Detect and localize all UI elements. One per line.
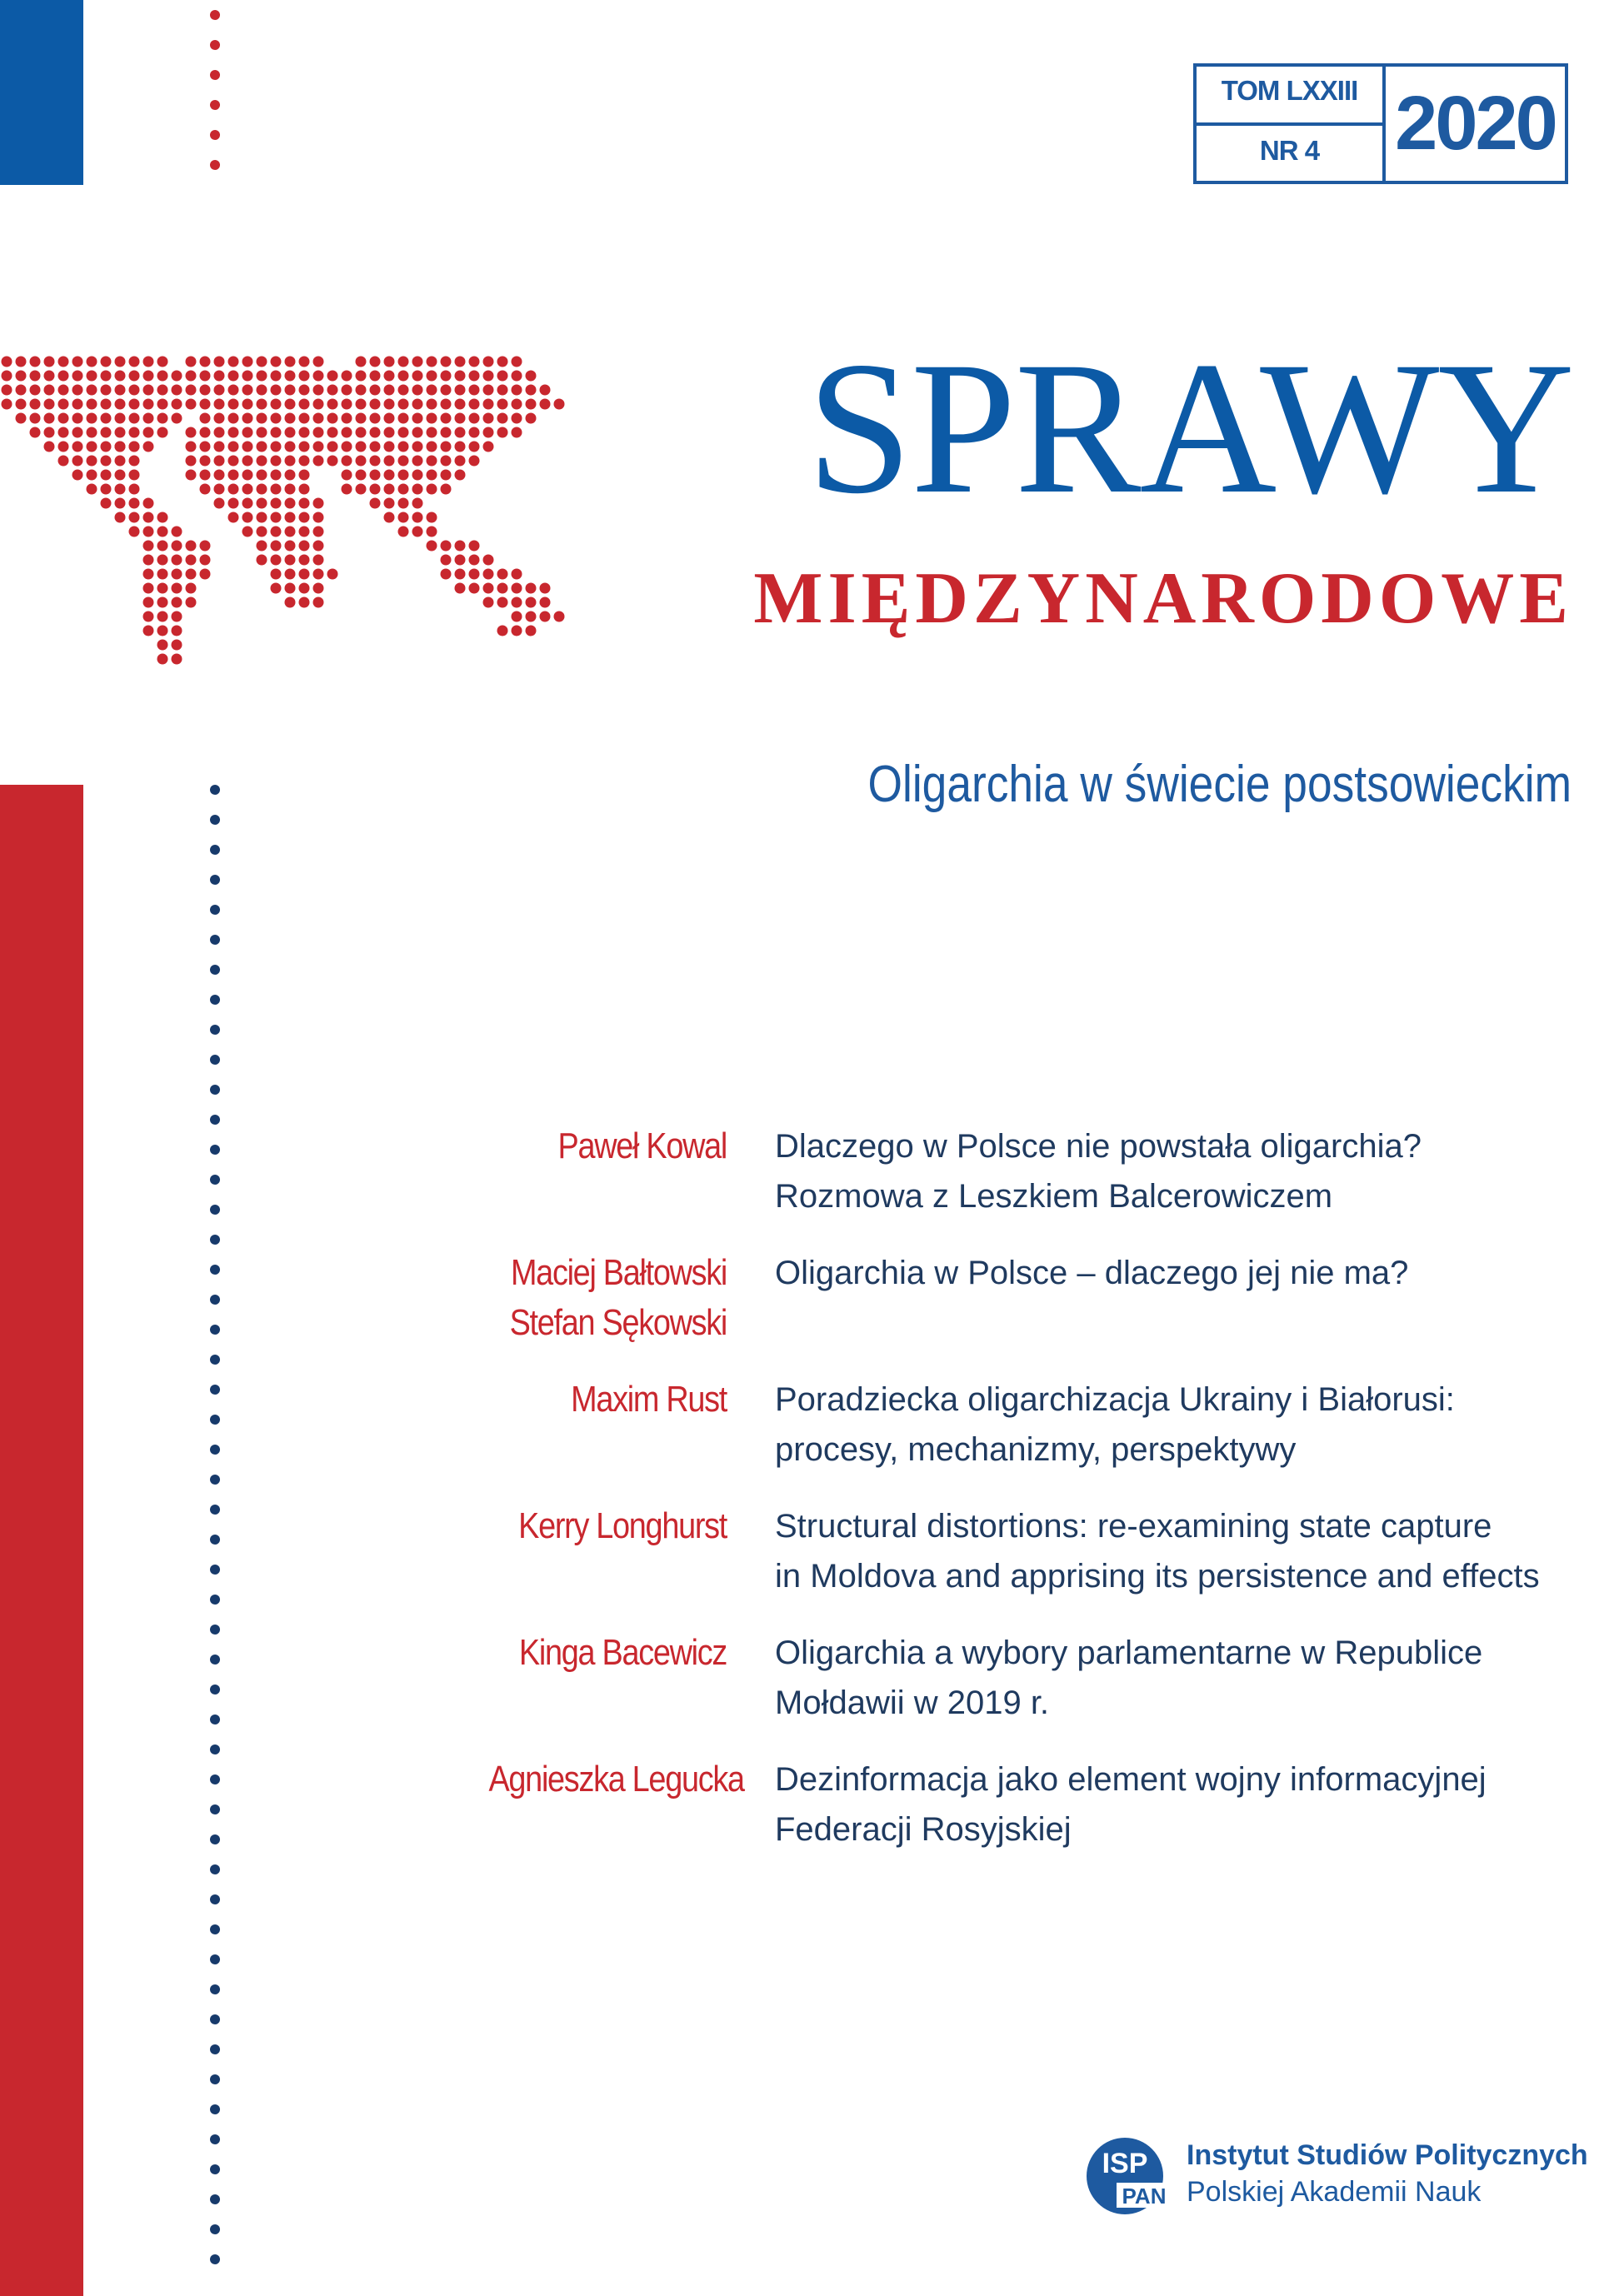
isp-pan-logo-icon bbox=[1083, 2134, 1175, 2218]
toc-title-line: Federacji Rosyjskiej bbox=[775, 1811, 1072, 1848]
toc-title bbox=[775, 1501, 1575, 1601]
publisher-block bbox=[1083, 2134, 1588, 2218]
toc-author: Kerry Longhurst bbox=[518, 1505, 727, 1546]
table-of-contents bbox=[450, 1121, 1583, 1881]
journal-title: SPRAWY bbox=[807, 323, 1573, 533]
publisher-name: Instytut Studiów Politycznych bbox=[1187, 2139, 1588, 2171]
publisher-subname: Polskiej Akademii Nauk bbox=[1187, 2176, 1482, 2208]
toc-title bbox=[775, 1375, 1575, 1475]
toc-entry bbox=[450, 1248, 1583, 1348]
toc-title-line: Dezinformacja jako element wojny informacyjnej bbox=[775, 1761, 1487, 1798]
toc-entry bbox=[450, 1754, 1583, 1854]
toc-authors bbox=[450, 1121, 727, 1171]
toc-entry bbox=[450, 1375, 1583, 1475]
issue-volume: TOM LXXIII bbox=[1221, 75, 1358, 106]
toc-authors bbox=[450, 1628, 727, 1678]
toc-author: Stefan Sękowski bbox=[509, 1302, 727, 1343]
journal-subtitle: MIĘDZYNARODOWE bbox=[753, 558, 1573, 639]
toc-authors bbox=[450, 1375, 727, 1425]
toc-authors bbox=[450, 1754, 744, 1804]
toc-title-line: in Moldova and apprising its persistence and effects bbox=[775, 1558, 1540, 1595]
toc-entry bbox=[450, 1501, 1583, 1601]
issue-year: 2020 bbox=[1395, 81, 1556, 166]
svg-text:ISP: ISP bbox=[1102, 2148, 1148, 2179]
toc-author: Maxim Rust bbox=[571, 1379, 727, 1420]
svg-text:PAN: PAN bbox=[1122, 2184, 1167, 2209]
toc-title bbox=[775, 1121, 1575, 1221]
toc-title-line: procesy, mechanizmy, perspektywy bbox=[775, 1431, 1297, 1468]
toc-title-line: Structural distortions: re-examining state capture bbox=[775, 1508, 1492, 1545]
toc-title-line: Oligarchia w Polsce – dlaczego jej nie ma? bbox=[775, 1255, 1409, 1291]
toc-title bbox=[775, 1248, 1575, 1298]
toc-author: Paweł Kowal bbox=[557, 1126, 727, 1166]
toc-title bbox=[775, 1628, 1575, 1728]
toc-author: Kinga Bacewicz bbox=[518, 1632, 727, 1673]
dotted-world-map-icon bbox=[0, 333, 567, 666]
toc-title-line: Rozmowa z Leszkiem Balcerowiczem bbox=[775, 1178, 1333, 1215]
toc-entry bbox=[450, 1628, 1583, 1728]
toc-title bbox=[775, 1754, 1575, 1854]
toc-authors bbox=[450, 1501, 727, 1551]
toc-title-line: Mołdawii w 2019 r. bbox=[775, 1685, 1050, 1721]
issue-number: NR 4 bbox=[1259, 135, 1320, 166]
toc-author: Agnieszka Legucka bbox=[488, 1759, 744, 1799]
toc-authors bbox=[450, 1248, 727, 1348]
toc-entry bbox=[450, 1121, 1583, 1221]
toc-title-line: Oligarchia a wybory parlamentarne w Republice bbox=[775, 1635, 1483, 1671]
issue-info-box bbox=[1193, 63, 1568, 184]
toc-title-line: Poradziecka oligarchizacja Ukrainy i Białorusi: bbox=[775, 1381, 1455, 1418]
toc-author: Maciej Bałtowski bbox=[510, 1252, 727, 1293]
toc-title-line: Dlaczego w Polsce nie powstała oligarchia? bbox=[775, 1128, 1422, 1165]
issue-theme: Oligarchia w świecie postsowieckim bbox=[867, 756, 1572, 813]
